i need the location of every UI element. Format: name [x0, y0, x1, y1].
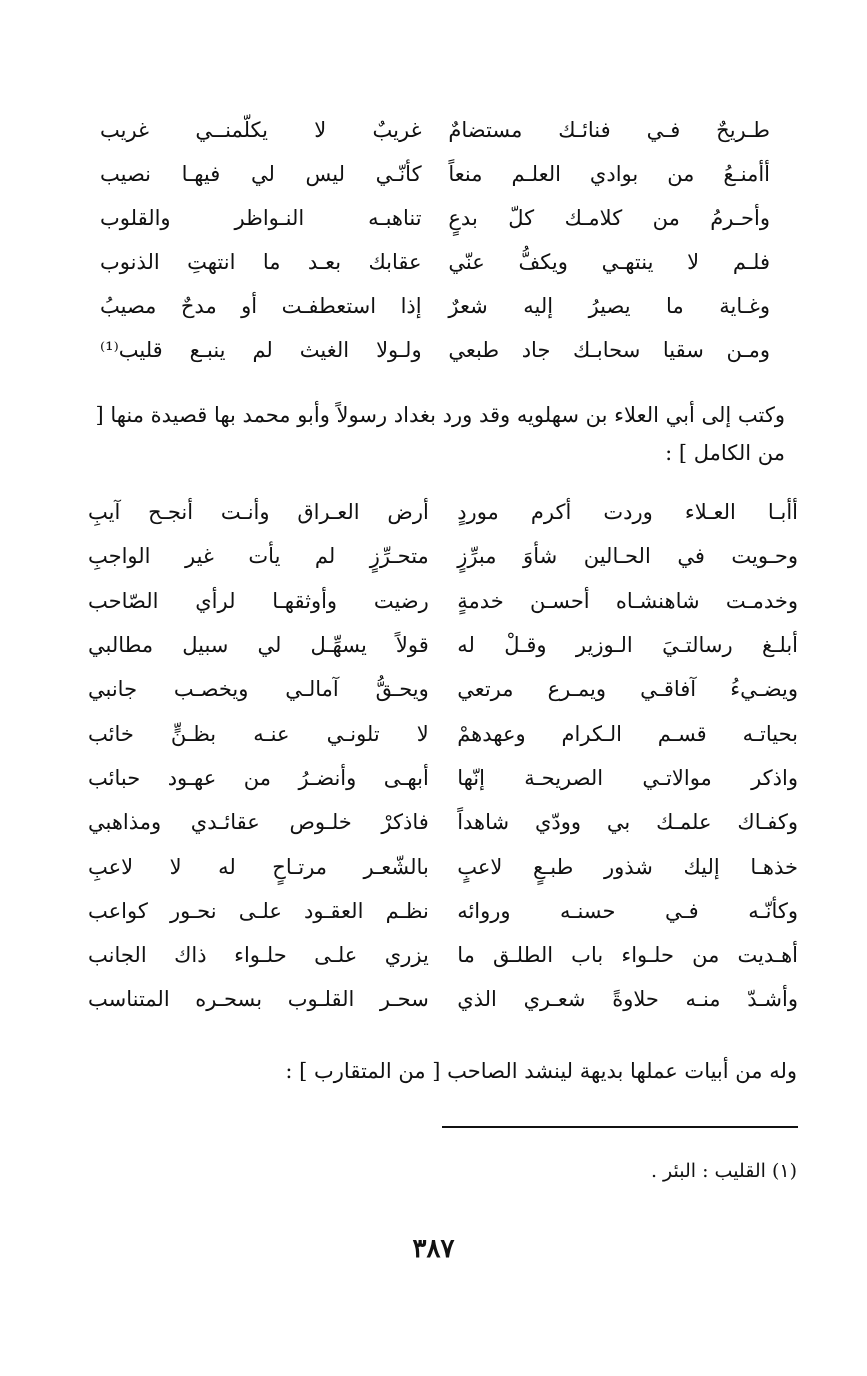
verse-row: [88, 490, 798, 534]
verse-first-hemistich: وحـويت في الحـالين شأوَ مبرِّزٍ: [457, 544, 798, 569]
verse-second-hemistich: كأنّـي ليس لي فيهـا نصيب: [100, 162, 422, 186]
verse-row: [88, 579, 798, 623]
verse-first-hemistich: أهـديت من حلـواء باب الطلـق ما: [457, 943, 798, 968]
verse-first-hemistich: أأبـا العـلاء وردت أكرم موردٍ: [457, 500, 798, 525]
verse-row: [100, 240, 770, 284]
footnote-divider: [442, 1126, 798, 1128]
verse-first-hemistich: وأحـرمُ من كلامـك كلّ بدعٍ: [448, 206, 770, 230]
verse-second-hemistich: غريبٌ لا يكلّمنــي غريب: [100, 118, 422, 142]
verse-first-hemistich: وغـاية ما يصيرُ إليه شعرٌ: [448, 294, 770, 318]
verse-second-hemistich: لا تلونـي عنـه بظـنٍّ خائب: [88, 721, 429, 746]
verse-row: [88, 800, 798, 844]
verse-row: [88, 889, 798, 933]
poem-section-1: [100, 108, 770, 372]
verse-first-hemistich: واذكر موالاتـي الصريحـة إنّها: [457, 765, 798, 790]
verse-second-hemistich: فاذكرْ خلـوص عقائـدي ومذاهبي: [88, 810, 429, 835]
footnote: (١) القليب : البئر .: [650, 1160, 797, 1182]
verse-first-hemistich: ومـن سقيا سحابـك جاد طبعي: [448, 338, 770, 362]
verse-first-hemistich: فلـم لا ينتهـي ويكفُّ عنّي: [448, 250, 770, 274]
verse-second-hemistich: رضيت وأوثقهـا لرأي الصّاحب: [88, 588, 429, 613]
poem-section-2: [88, 490, 798, 1022]
verse-second-hemistich: بالشّعـر مرتـاحٍ له لا لاعبِ: [88, 854, 429, 879]
verse-second-hemistich: أبهـى وأنضـرُ من عهـود حبائب: [88, 765, 429, 790]
verse-row: [100, 284, 770, 328]
verse-first-hemistich: وخدمـت شاهنشـاه أحسـن خدمةٍ: [457, 588, 798, 613]
verse-row: [100, 108, 770, 152]
verse-row: [100, 152, 770, 196]
verse-first-hemistich: طـريحٌ فـي فنائـك مستضامٌ: [448, 118, 770, 142]
verse-row: [88, 756, 798, 800]
verse-second-hemistich: أرض العـراق وأنـت أنجـح آيبِ: [88, 500, 429, 525]
verse-row: [88, 534, 798, 578]
verse-second-hemistich: نظـم العقـود علـى نحـور كواعب: [88, 898, 429, 923]
verse-row: [88, 623, 798, 667]
verse-second-hemistich: عقابك بعـد ما انتهتِ الذنوب: [100, 250, 422, 274]
verse-second-hemistich: ولـولا الغيث لم ينبـع قليب⁽¹⁾: [100, 338, 422, 362]
page-number: ٣٨٧: [412, 1234, 455, 1264]
verse-first-hemistich: خذهـا إليك شذور طبـعٍ لاعبٍ: [457, 854, 798, 879]
intro-paragraph-2: وله من أبيات عملها بديهة لينشد الصاحب [ من المتقارب ] :: [285, 1059, 797, 1083]
intro-paragraph: وكتب إلى أبي العلاء بن سهلويه وقد ورد بغداد رسولاً وأبو محمد بها قصيدة منها [ من الكامل ] :: [95, 403, 785, 465]
verse-row: [100, 328, 770, 372]
verse-second-hemistich: يزري علـى حلـواء ذاك الجانب: [88, 943, 429, 968]
verse-row: [100, 196, 770, 240]
verse-first-hemistich: أبلـغ رسالتـيَ الـوزير وقـلْ له: [457, 633, 798, 658]
verse-first-hemistich: بحياتـه قسـم الـكرام وعهدهمْ: [457, 721, 798, 746]
verse-second-hemistich: إذا استعطفـت أو مدحٌ مصيبُ: [100, 294, 422, 318]
verse-second-hemistich: ويحـقُّ آمالـي ويخصـب جانبي: [88, 677, 429, 702]
verse-second-hemistich: متحـرِّزٍ لم يأت غير الواجبِ: [88, 544, 429, 569]
verse-first-hemistich: ويضـيءُ آفاقـي ويمـرع مرتعي: [457, 677, 798, 702]
verse-second-hemistich: تناهبـه النـواظر والقلوب: [100, 206, 422, 230]
verse-row: [88, 667, 798, 711]
verse-first-hemistich: وكفـاك علمـك بي وودّي شاهداً: [457, 810, 798, 835]
verse-row: [88, 844, 798, 888]
verse-second-hemistich: سحـر القلـوب بسحـره المتناسب: [88, 987, 429, 1012]
verse-row: [88, 933, 798, 977]
verse-second-hemistich: قولاً يسهِّـل لي سبيل مطالبي: [88, 633, 429, 658]
verse-first-hemistich: وأشـدّ منـه حلاوةً شعـري الذي: [457, 987, 798, 1012]
verse-row: [88, 711, 798, 755]
verse-first-hemistich: أأمنـعُ من بوادي العلـم منعاً: [448, 162, 770, 186]
verse-first-hemistich: وكأنّـه فـي حسنـه وروائه: [457, 898, 798, 923]
verse-row: [88, 977, 798, 1021]
